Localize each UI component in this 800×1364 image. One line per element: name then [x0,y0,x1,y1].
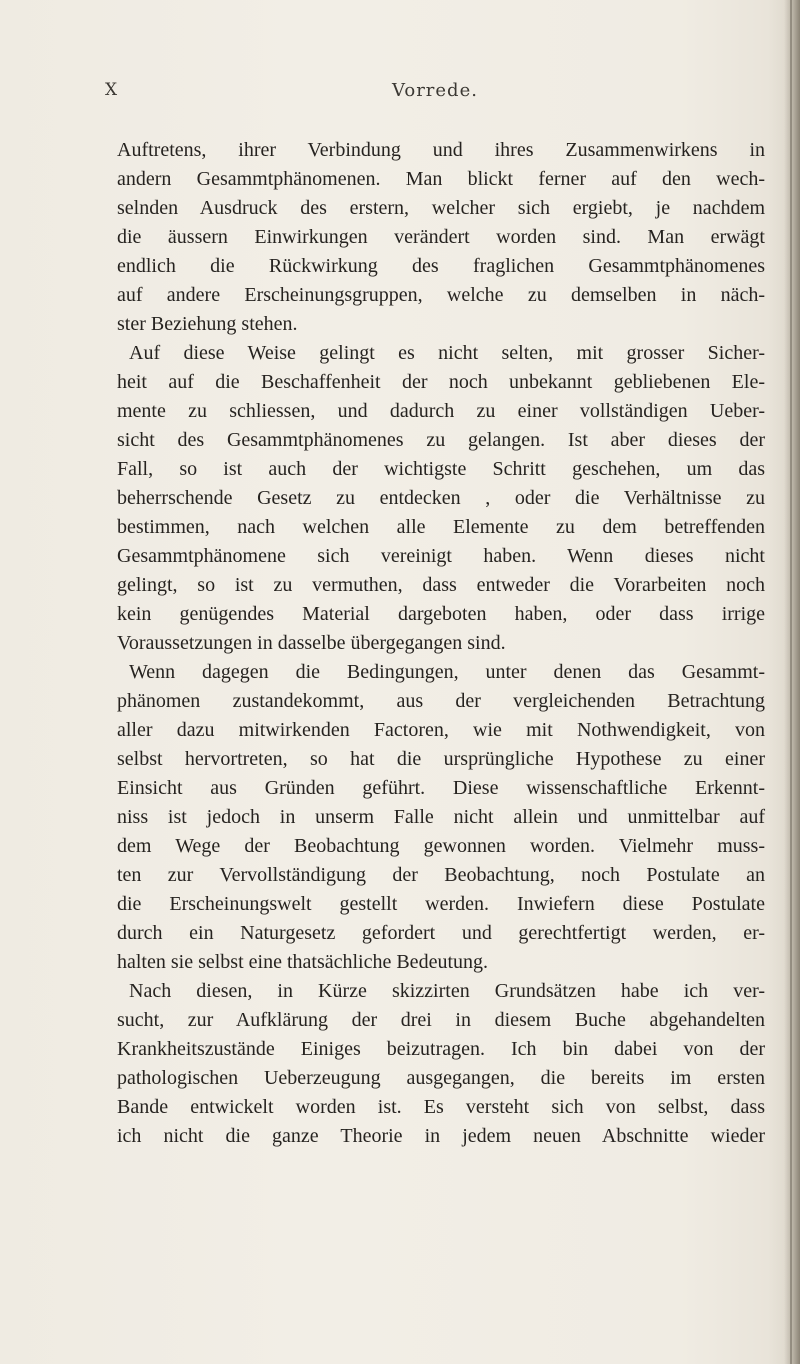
page-number: X [105,80,119,100]
text-line: endlich die Rückwirkung des fraglichen Gesammtphänomenes [117,255,765,277]
text-line: beherrschende Gesetz zu entdecken , oder die Verhältnisse zu [117,487,765,509]
text-line: selbst hervortreten, so hat die ursprüngliche Hypothese zu einer [117,748,765,770]
text-line: die Erscheinungswelt gestellt werden. Inwiefern diese Postulate [117,893,765,915]
text-line: Nach diesen, in Kürze skizzirten Grundsätzen habe ich ver- [129,980,765,1002]
text-line: mente zu schliessen, und dadurch zu einer vollständigen Ueber- [117,400,765,422]
text-line: andern Gesammtphänomenen. Man blickt ferner auf den wech- [117,168,765,190]
text-line: auf andere Erscheinungsgruppen, welche zu demselben in näch- [117,284,765,306]
text-line: selnden Ausdruck des erstern, welcher sich ergiebt, je nachdem [117,197,765,219]
page-header [105,80,765,110]
text-line: halten sie selbst eine thatsächliche Bedeutung. [117,951,488,973]
text-line: kein genügendes Material dargeboten haben, oder dass irrige [117,603,765,625]
page-edge-shadow [784,0,800,1364]
text-line: ster Beziehung stehen. [117,313,298,335]
running-head: Vorrede. [392,80,478,101]
text-line: Fall, so ist auch der wichtigste Schritt geschehen, um das [117,458,765,480]
page-edge-line [790,0,792,1364]
text-line: aller dazu mitwirkenden Factoren, wie mit Nothwendigkeit, von [117,719,765,741]
text-line: Bande entwickelt worden ist. Es versteht sich von selbst, dass [117,1096,765,1118]
text-line: Auf diese Weise gelingt es nicht selten, mit grosser Sicher- [129,342,765,364]
text-line: Einsicht aus Gründen geführt. Diese wissenschaftliche Erkennt- [117,777,765,799]
text-line: phänomen zustandekommt, aus der vergleichenden Betrachtung [117,690,765,712]
text-line: niss ist jedoch in unserm Falle nicht allein und unmittelbar auf [117,806,765,828]
text-line: Krankheitszustände Einiges beizutragen. Ich bin dabei von der [117,1038,765,1060]
text-line: Gesammtphänomene sich vereinigt haben. Wenn dieses nicht [117,545,765,567]
text-line: Auftretens, ihrer Verbindung und ihres Zusammenwirkens in [117,139,765,161]
text-line: die äussern Einwirkungen verändert worden sind. Man erwägt [117,226,765,248]
text-line: dem Wege der Beobachtung gewonnen worden. Vielmehr muss- [117,835,765,857]
text-line: gelingt, so ist zu vermuthen, dass entweder die Vorarbeiten noch [117,574,765,596]
text-line: heit auf die Beschaffenheit der noch unbekannt gebliebenen Ele- [117,371,765,393]
text-line: Wenn dagegen die Bedingungen, unter denen das Gesammt- [129,661,765,683]
text-line: ten zur Vervollständigung der Beobachtung, noch Postulate an [117,864,765,886]
text-line: sucht, zur Aufklärung der drei in diesem Buche abgehandelten [117,1009,765,1031]
text-line: Voraussetzungen in dasselbe übergegangen sind. [117,632,506,654]
text-line: durch ein Naturgesetz gefordert und gerechtfertigt werden, er- [117,922,765,944]
text-line: pathologischen Ueberzeugung ausgegangen, die bereits im ersten [117,1067,765,1089]
text-line: sicht des Gesammtphänomenes zu gelangen. Ist aber dieses der [117,429,765,451]
body-text [117,136,765,1151]
text-line: ich nicht die ganze Theorie in jedem neuen Abschnitte wieder [117,1125,765,1147]
text-line: bestimmen, nach welchen alle Elemente zu dem betreffenden [117,516,765,538]
